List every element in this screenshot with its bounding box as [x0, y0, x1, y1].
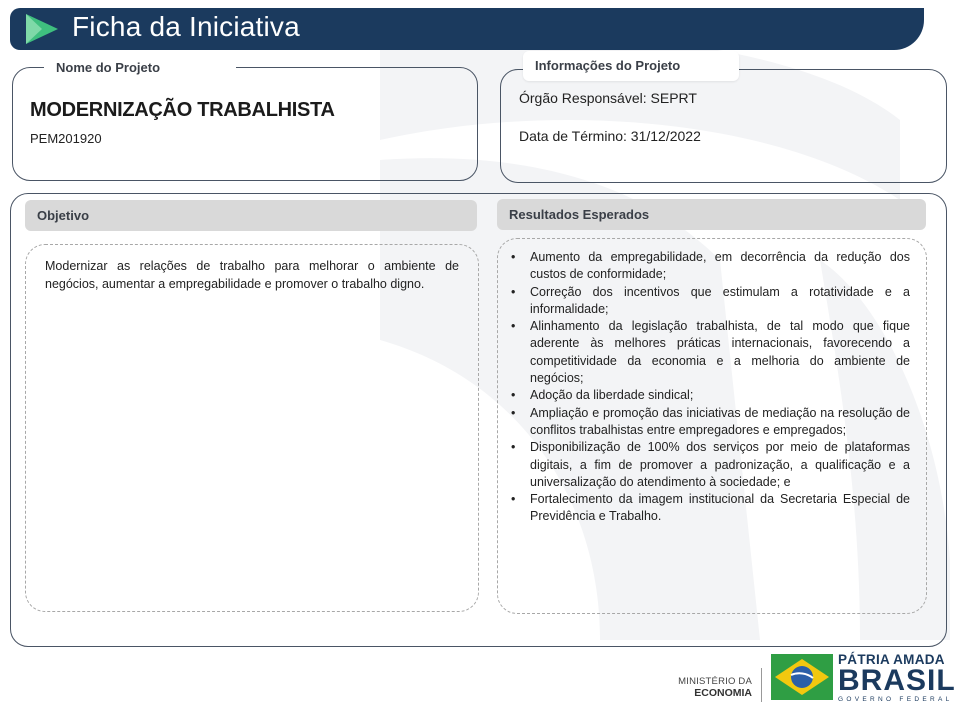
project-name-panel	[12, 67, 478, 181]
project-info-label: Informações do Projeto	[523, 51, 739, 81]
project-title: MODERNIZAÇÃO TRABALHISTA	[30, 99, 335, 121]
header-bar	[10, 8, 924, 50]
project-name-label: Nome do Projeto	[44, 58, 236, 78]
list-item: • Disponibilização de 100% dos serviços por meio de plataformas digitais, a fim de promover a padronização, a qualificação e a universalização do atendimento à sociedade; e	[509, 439, 910, 491]
list-item: • Adoção da liberdade sindical;	[509, 387, 910, 404]
results-header: Resultados Esperados	[497, 199, 926, 230]
ministry-logo	[676, 676, 752, 699]
results-list	[509, 249, 910, 526]
list-item: • Alinhamento da legislação trabalhista, de tal modo que fique aderente às melhores práticas internacionais, favorecendo a competitividade da economia e a melhoria do ambiente de negócios;	[509, 318, 910, 387]
footer-divider	[761, 668, 762, 702]
list-item: • Aumento da empregabilidade, em decorrência da redução dos custos de conformidade;	[509, 249, 910, 284]
list-item: • Correção dos incentivos que estimulam a rotatividade e a informalidade;	[509, 284, 910, 319]
brand-line1: PÁTRIA AMADA	[838, 652, 945, 667]
list-item: • Ampliação e promoção das iniciativas de mediação na resolução de conflitos trabalhistas entre empregadores e empregados;	[509, 405, 910, 440]
responsible-org: Órgão Responsável: SEPRT	[519, 90, 697, 106]
brand-line3: GOVERNO FEDERAL	[838, 696, 953, 703]
play-triangle-icon	[24, 12, 60, 46]
page-title: Ficha da Iniciativa	[72, 11, 300, 42]
end-date: Data de Término: 31/12/2022	[519, 128, 701, 144]
brand-logo	[838, 652, 956, 704]
list-item: • Fortalecimento da imagem institucional da Secretaria Especial de Previdência e Trabalho.	[509, 491, 910, 526]
project-info-panel	[500, 69, 947, 183]
project-code: PEM201920	[30, 131, 102, 146]
objective-text: Modernizar as relações de trabalho para melhorar o ambiente de negócios, aumentar a empregabilidade e promover o trabalho digno.	[45, 259, 459, 291]
brazil-flag-icon	[771, 654, 833, 700]
ministry-line1: MINISTÉRIO DA	[678, 676, 752, 687]
objective-box	[25, 244, 479, 612]
ministry-line2: ECONOMIA	[694, 687, 752, 699]
brand-line2: BRASIL	[838, 664, 956, 697]
objective-header: Objetivo	[25, 200, 477, 231]
